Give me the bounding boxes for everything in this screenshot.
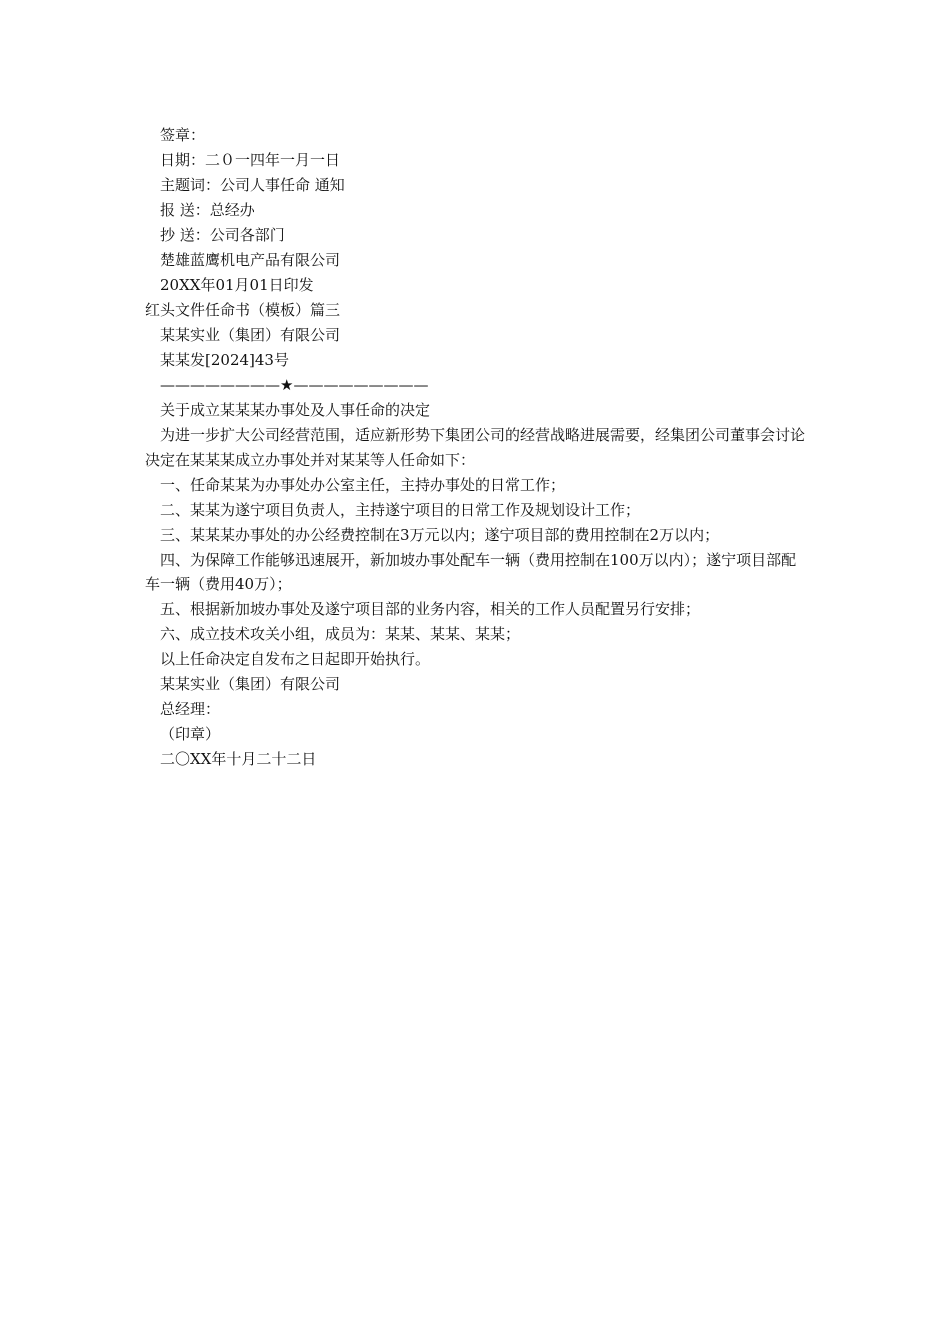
copy-to-line: 抄 送：公司各部门 (160, 226, 285, 244)
company-line: 楚雄蓝鹰机电产品有限公司 (160, 251, 341, 269)
list-item-text: 四、为保障工作能够迅速展开，新加坡办事处配车一辆（费用控制在100万以内）；遂宁项目部配车一辆（费用40万）； (145, 550, 797, 594)
doc-number-line: 某某发[2024]43号 (160, 351, 289, 369)
list-item: 三、某某某办事处的办公经费控制在3万元以内；遂宁项目部的费用控制在2万以内； (160, 525, 720, 544)
list-item: 一、任命某某为办事处办公室主任，主持办事处的日常工作； (160, 475, 566, 494)
issuer-line: 某某实业（集团）有限公司 (160, 326, 341, 344)
signoff-company: 某某实业（集团）有限公司 (160, 675, 341, 694)
intro-paragraph (145, 423, 805, 473)
general-manager-line: 总经理： (160, 700, 221, 719)
section-title: 红头文件任命书（模板）篇三 (145, 301, 341, 319)
date-line: 日期：二０一四年一月一日 (160, 151, 341, 169)
sign-date-line: 二〇XX年十月二十二日 (160, 750, 317, 769)
document-page (145, 123, 805, 772)
signature-line: 签章： (160, 126, 206, 144)
subject-line: 主题词：公司人事任命 通知 (160, 176, 345, 194)
effective-line: 以上任命决定自发布之日起即开始执行。 (160, 650, 431, 669)
list-item: 五、根据新加坡办事处及遂宁项目部的业务内容，相关的工作人员配置另行安排； (160, 600, 701, 619)
list-item: 二、某某为遂宁项目负责人，主持遂宁项目的日常工作及规划设计工作； (160, 500, 641, 519)
document-title: 关于成立某某某办事处及人事任命的决定 (160, 401, 431, 419)
report-to-line: 报 送：总经办 (160, 201, 255, 219)
divider-line: ————————★————————— (160, 376, 429, 394)
seal-line: （印章） (160, 725, 221, 744)
list-item-wrapped (145, 548, 805, 598)
list-item: 六、成立技术攻关小组，成员为：某某、某某、某某； (160, 625, 521, 644)
intro-text: 为进一步扩大公司经营范围，适应新形势下集团公司的经营战略进展需要，经集团公司董事会讨论决定在某某某成立办事处并对某某等人任命如下： (145, 426, 806, 469)
issued-line: 20XX年01月01日印发 (160, 276, 314, 294)
